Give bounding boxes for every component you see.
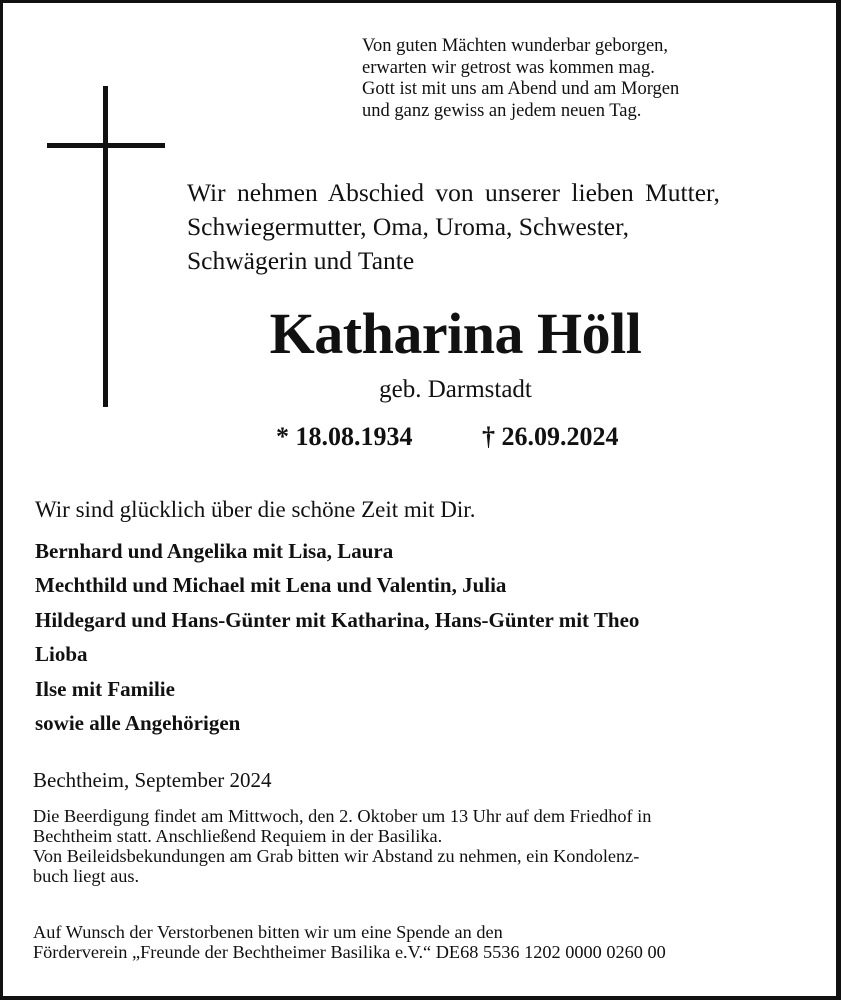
family-member: Ilse mit Familie <box>35 676 175 701</box>
donation-info <box>33 922 666 962</box>
intro-line: Wir nehmen Abschied von unserer lieben Mutter, <box>187 178 720 207</box>
family-member: Bernhard und Angelika mit Lisa, Laura <box>35 539 394 563</box>
funeral-line: buch liegt aus. <box>33 866 140 886</box>
maiden-name: geb. Darmstadt <box>379 376 532 403</box>
family-list <box>35 534 639 740</box>
funeral-info <box>33 806 651 886</box>
place-date: Bechtheim, September 2024 <box>33 768 272 792</box>
poem-line: Gott ist mit uns am Abend und am Morgen <box>362 79 680 99</box>
donation-line: Auf Wunsch der Verstorbenen bitten wir um eine Spende an den <box>33 922 503 942</box>
poem-line: Von guten Mächten wunderbar geborgen, <box>362 36 669 56</box>
birth-date: * 18.08.1934 <box>276 422 413 451</box>
funeral-line: Bechtheim statt. Anschließend Requiem in der Basilika. <box>33 826 443 846</box>
family-member: Mechthild und Michael mit Lena und Valentin, Julia <box>35 573 507 598</box>
poem-line: und ganz gewiss an jedem neuen Tag. <box>362 100 642 121</box>
family-intro: Wir sind glücklich über die schöne Zeit mit Dir. <box>35 497 476 522</box>
family-member: Hildegard und Hans-Günter mit Katharina, Hans-Günter mit Theo <box>35 607 640 632</box>
family-member: Lioba <box>35 642 88 667</box>
intro-line: Schwiegermutter, Oma, Uroma, Schwester, <box>187 212 629 241</box>
death-date: † 26.09.2024 <box>482 422 619 451</box>
donation-line: Förderverein „Freunde der Bechtheimer Basilika e.V.“ DE68 5536 1202 0000 0260 00 <box>33 942 666 962</box>
deceased-name: Katharina Höll <box>269 301 642 366</box>
intro-line: Schwägerin und Tante <box>187 246 415 275</box>
poem-verse <box>362 36 679 122</box>
funeral-line: Von Beileidsbekundungen am Grab bitten wir Abstand zu nehmen, ein Kondolenz- <box>33 846 640 866</box>
funeral-line: Die Beerdigung findet am Mittwoch, den 2. Oktober um 13 Uhr auf dem Friedhof in <box>33 806 652 826</box>
cross-horizontal-bar <box>47 143 165 148</box>
poem-line: erwarten wir getrost was kommen mag. <box>362 57 655 78</box>
farewell-intro <box>187 176 720 278</box>
family-member: sowie alle Angehörigen <box>35 711 241 736</box>
